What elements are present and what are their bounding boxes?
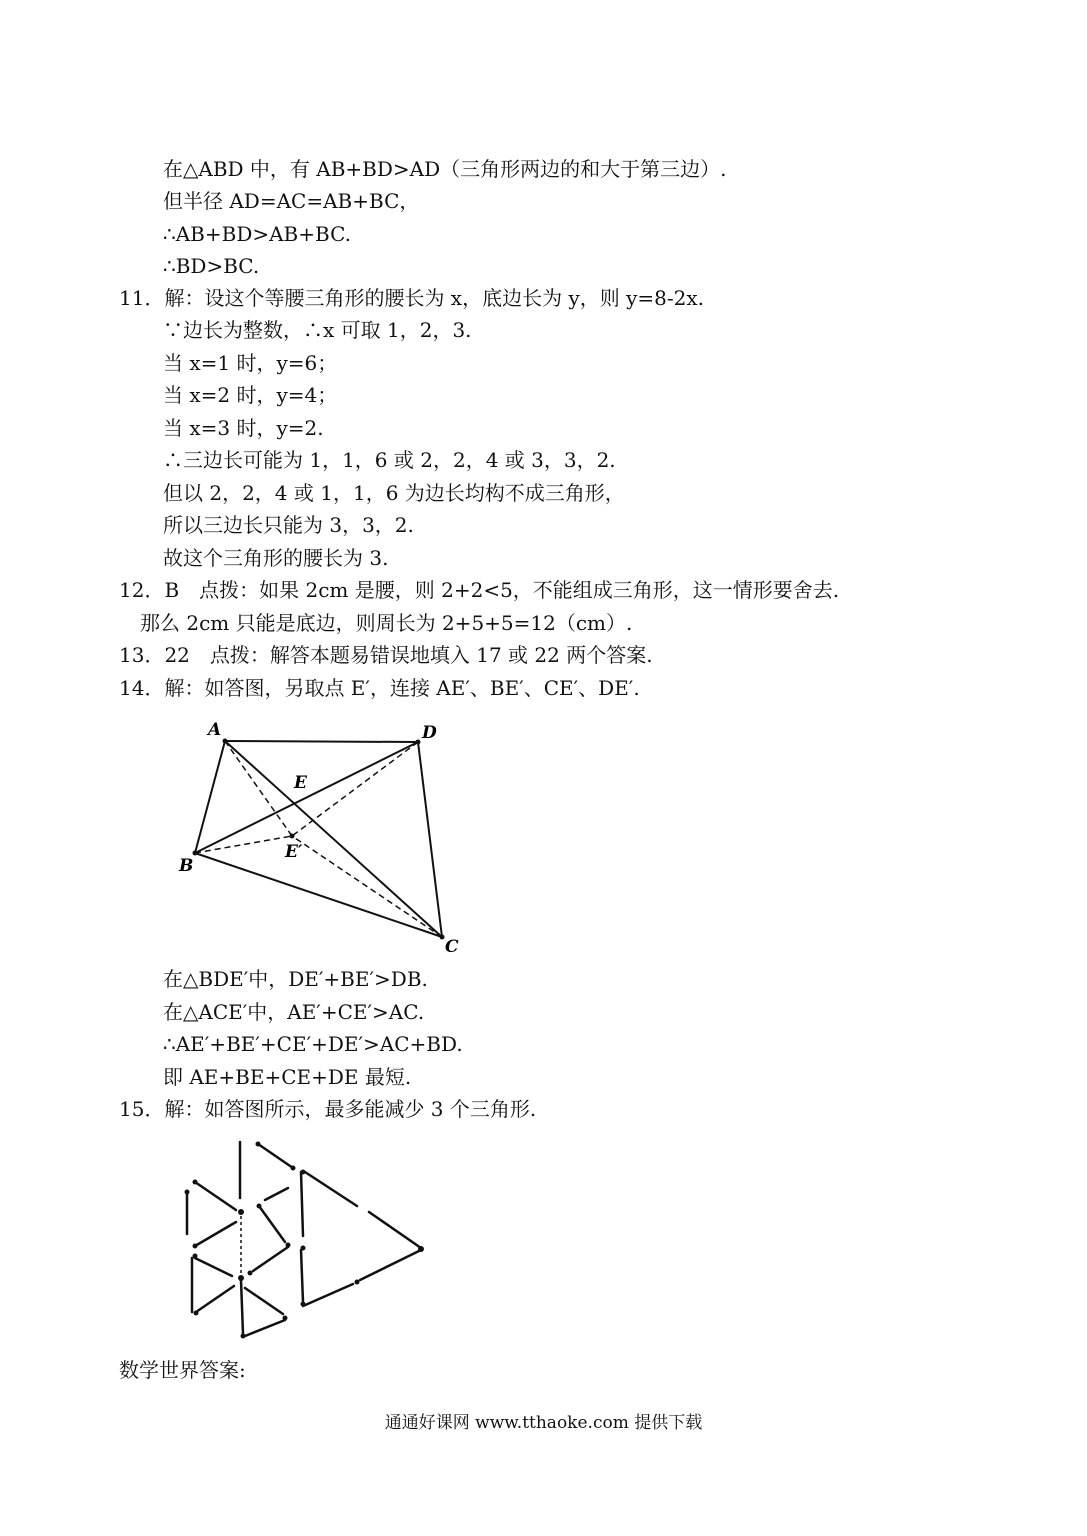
text-line: ∴BD>BC. bbox=[163, 254, 260, 278]
problem-15-line: 15．解：如答图所示，最多能减少 3 个三角形. bbox=[119, 1097, 537, 1121]
text-line: ∴三边长可能为 1，1，6 或 2，2，4 或 3，3，2. bbox=[163, 448, 616, 472]
label-C: C bbox=[445, 937, 459, 957]
text-line: 所以三边长只能为 3，3，2. bbox=[163, 513, 414, 537]
text-line: 在△ABD 中，有 AB+BD>AD（三角形两边的和大于第三边）. bbox=[163, 157, 727, 181]
text-line: 即 AE+BE+CE+DE 最短. bbox=[163, 1065, 412, 1089]
label-A: A bbox=[208, 720, 222, 740]
problem-11-line: 11．解：设这个等腰三角形的腰长为 x，底边长为 y，则 y=8-2x. bbox=[119, 286, 704, 310]
problem-13-line: 13．22 点拨：解答本题易错误地填入 17 或 22 两个答案. bbox=[119, 643, 653, 667]
page-footer: 通通好课网 www.tthaoke.com 提供下载 bbox=[384, 1413, 703, 1433]
text-line: 但以 2，2，4 或 1，1，6 为边长均构不成三角形， bbox=[163, 481, 625, 505]
text-line: 当 x=2 时，y=4； bbox=[163, 383, 338, 407]
matchstick-figure bbox=[175, 1130, 435, 1345]
quadrilateral-figure bbox=[170, 715, 470, 960]
text-line: 故这个三角形的腰长为 3. bbox=[163, 546, 389, 570]
text-line: ∵边长为整数，∴x 可取 1，2，3. bbox=[163, 318, 472, 342]
text-line: 当 x=1 时，y=6； bbox=[163, 351, 338, 375]
text-line: ∴AE′+BE′+CE′+DE′>AC+BD. bbox=[163, 1032, 463, 1056]
text-line: 当 x=3 时，y=2. bbox=[163, 416, 324, 440]
problem-12-line: 12．B 点拨：如果 2cm 是腰，则 2+2<5，不能组成三角形，这一情形要舍去. bbox=[119, 578, 840, 602]
section-heading: 数学世界答案: bbox=[119, 1358, 246, 1382]
text-line: 在△ACE′中，AE′+CE′>AC. bbox=[163, 1000, 425, 1024]
label-E: E bbox=[294, 773, 307, 793]
text-line: 在△BDE′中，DE′+BE′>DB. bbox=[163, 967, 428, 991]
label-E-prime: E′ bbox=[285, 842, 303, 862]
label-D: D bbox=[422, 723, 437, 743]
text-line: 那么 2cm 只能是底边，则周长为 2+5+5=12（cm）. bbox=[140, 611, 633, 635]
text-line: 但半径 AD=AC=AB+BC， bbox=[163, 189, 420, 213]
problem-14-line: 14．解：如答图，另取点 E′，连接 AE′、BE′、CE′、DE′. bbox=[119, 676, 640, 700]
text-line: ∴AB+BD>AB+BC. bbox=[163, 222, 352, 246]
label-B: B bbox=[179, 856, 194, 876]
